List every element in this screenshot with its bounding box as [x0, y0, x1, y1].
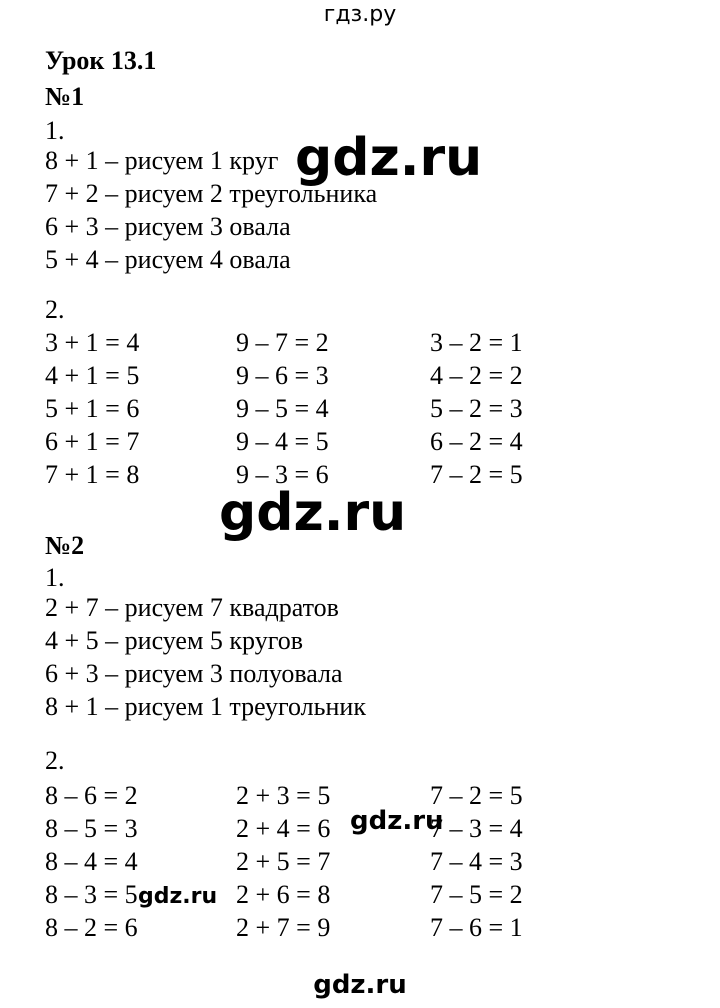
equation: 9 – 4 = 5 [236, 427, 329, 456]
task-1-part-1-label: 1. [45, 116, 65, 145]
task-2-part-1-line: 2 + 7 – рисуем 7 квадратов [45, 593, 339, 622]
task-2-part-1-line: 6 + 3 – рисуем 3 полуовала [45, 659, 343, 688]
site-header: гдз.ру [323, 2, 397, 27]
task-1-part-2-label: 2. [45, 295, 65, 324]
equation: 7 – 3 = 4 [430, 814, 523, 843]
equation: 3 – 2 = 1 [430, 328, 523, 357]
task-2-part-1-label: 1. [45, 563, 65, 592]
equation: 8 – 5 = 3 [45, 814, 138, 843]
watermark-footer: gdz.ru [313, 970, 407, 1000]
equation: 2 + 7 = 9 [236, 913, 331, 942]
task-1-heading: №1 [45, 82, 85, 111]
equation: 2 + 5 = 7 [236, 847, 331, 876]
task-1-part-1-line: 6 + 3 – рисуем 3 овала [45, 212, 291, 241]
equation: 3 + 1 = 4 [45, 328, 140, 357]
equation: 9 – 7 = 2 [236, 328, 329, 357]
equation: 7 – 6 = 1 [430, 913, 523, 942]
equation: 7 + 1 = 8 [45, 460, 140, 489]
task-2-heading: №2 [45, 531, 85, 560]
equation: 2 + 4 = 6 [236, 814, 331, 843]
equation: 5 + 1 = 6 [45, 394, 140, 423]
equation: 7 – 2 = 5 [430, 781, 523, 810]
watermark-small-right: gdz.ru [350, 806, 444, 836]
watermark-large-top: gdz.ru [295, 128, 483, 188]
equation: 7 – 5 = 2 [430, 880, 523, 909]
equation: 8 – 3 = 5 [45, 880, 138, 909]
equation: 2 + 3 = 5 [236, 781, 331, 810]
equation: 9 – 5 = 4 [236, 394, 329, 423]
equation: 6 + 1 = 7 [45, 427, 140, 456]
watermark-small-left: gdz.ru [138, 884, 218, 909]
equation: 8 – 4 = 4 [45, 847, 138, 876]
equation: 4 + 1 = 5 [45, 361, 140, 390]
equation: 9 – 3 = 6 [236, 460, 329, 489]
equation: 4 – 2 = 2 [430, 361, 523, 390]
task-1-part-1-line: 5 + 4 – рисуем 4 овала [45, 245, 291, 274]
equation: 5 – 2 = 3 [430, 394, 523, 423]
equation: 8 – 2 = 6 [45, 913, 138, 942]
equation: 6 – 2 = 4 [430, 427, 523, 456]
task-1-part-1-line: 7 + 2 – рисуем 2 треугольника [45, 179, 378, 208]
task-1-part-1-line: 8 + 1 – рисуем 1 круг [45, 146, 279, 175]
equation: 7 – 2 = 5 [430, 460, 523, 489]
lesson-title: Урок 13.1 [45, 46, 157, 75]
equation: 9 – 6 = 3 [236, 361, 329, 390]
task-2-part-1-line: 4 + 5 – рисуем 5 кругов [45, 626, 304, 655]
watermark-large-middle: gdz.ru [219, 483, 407, 543]
task-2-part-2-label: 2. [45, 746, 65, 775]
equation: 8 – 6 = 2 [45, 781, 138, 810]
equation: 7 – 4 = 3 [430, 847, 523, 876]
equation: 2 + 6 = 8 [236, 880, 331, 909]
task-2-part-1-line: 8 + 1 – рисуем 1 треугольник [45, 692, 366, 721]
